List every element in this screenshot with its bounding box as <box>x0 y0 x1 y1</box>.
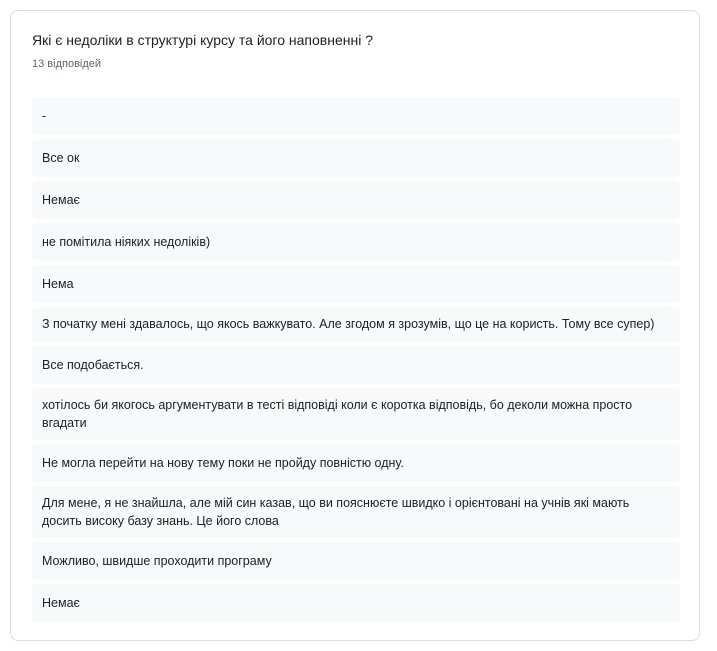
question-title: Які є недоліки в структурі курсу та його наповненні ? <box>32 32 373 48</box>
question-card <box>10 10 700 641</box>
response-item: - <box>32 97 680 135</box>
response-item: Нема <box>32 265 680 303</box>
response-item: Все подобається. <box>32 346 680 384</box>
response-item: не помітила ніяких недоліків) <box>32 223 680 261</box>
response-item: Немає <box>32 584 680 622</box>
response-item: хотілось би якогось аргументувати в тесті відповіді коли є коротка відповідь, бо деколи можна просто вгадати <box>32 388 680 440</box>
response-item: Можливо, швидше проходити програму <box>32 542 680 580</box>
response-item: Немає <box>32 181 680 219</box>
response-item: Не могла перейти на нову тему поки не пройду повністю одну. <box>32 444 680 482</box>
response-item: З початку мені здавалось, що якось важкувато. Але згодом я зрозумів, що це на користь. Тому все супер) <box>32 307 680 342</box>
response-item: Для мене, я не знайшла, але мій син казав, що ви пояснюєте швидко і орієнтовані на учнів які мають досить високу базу знань. Це його слова <box>32 486 680 538</box>
response-list <box>32 97 680 622</box>
response-item: Все ок <box>32 139 680 177</box>
response-count: 13 відповідей <box>32 58 102 70</box>
